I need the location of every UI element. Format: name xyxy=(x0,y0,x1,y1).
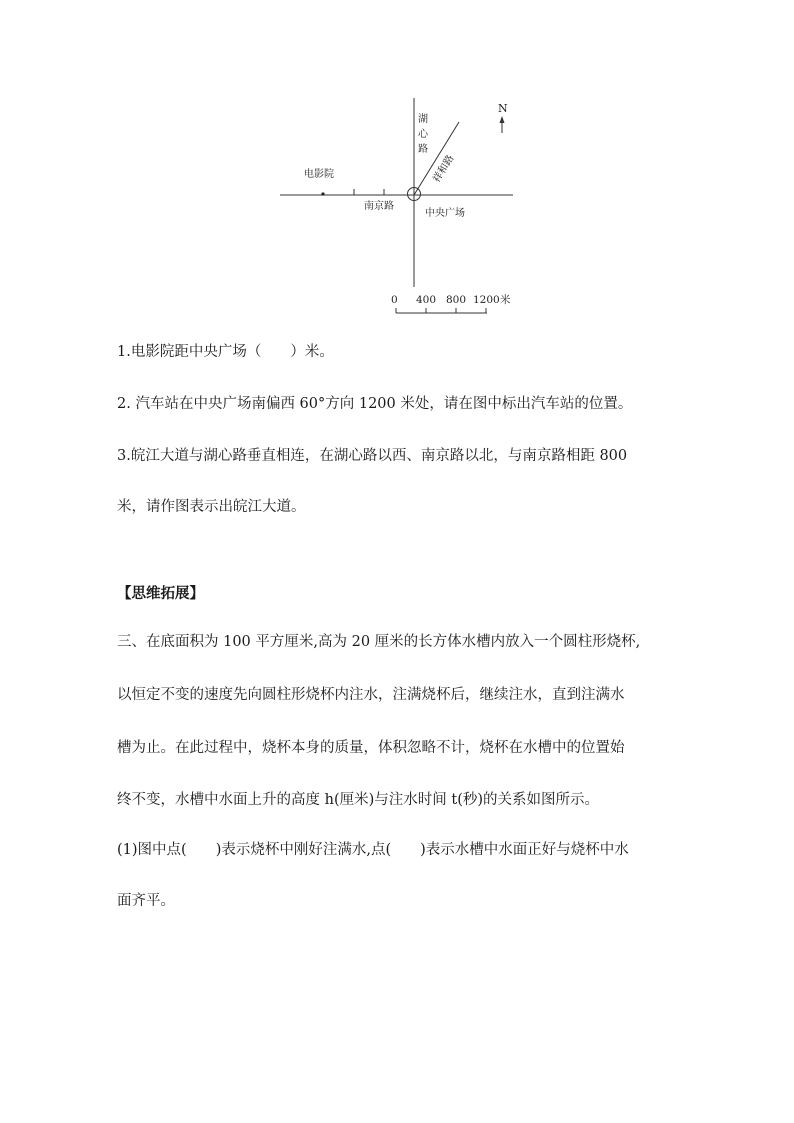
question-2: 2. 汽车站在中央广场南偏西 60°方向 1200 米处，请在图中标出汽车站的位置。 xyxy=(117,396,633,412)
extension-line-5: (1)图中点( )表示烧杯中刚好注满水,点( )表示水槽中水面正好与烧杯中水 xyxy=(117,842,629,858)
question-3-line-2: 米，请作图表示出皖江大道。 xyxy=(117,499,306,515)
scale-label-800: 800 xyxy=(446,294,467,306)
extension-heading: 【思维拓展】 xyxy=(117,585,204,602)
map-diagram xyxy=(270,95,530,320)
scale-label-0: 0 xyxy=(391,294,398,306)
extension-line-2: 以恒定不变的速度先向圆柱形烧杯内注水，注满烧杯后，继续注水，直到注满水 xyxy=(117,687,625,703)
north-label: N xyxy=(498,102,508,115)
scale-unit: 米 xyxy=(500,294,511,306)
question-3-line-1: 3.皖江大道与湖心路垂直相连，在湖心路以西、南京路以北，与南京路相距 800 xyxy=(117,448,628,464)
north-arrowhead-icon xyxy=(500,116,505,123)
huxin-road-label-3: 路 xyxy=(418,144,428,155)
scale-label-1200: 1200 xyxy=(473,294,500,306)
xianghe-road-label: 祥和路 xyxy=(431,153,457,185)
extension-line-3: 槽为止。在此过程中，烧杯本身的质量，体积忽略不计，烧杯在水槽中的位置始 xyxy=(117,740,625,756)
nanjing-road-label: 南京路 xyxy=(364,201,394,212)
central-square-label: 中央广场 xyxy=(425,208,465,219)
extension-line-1: 三、在底面积为 100 平方厘米,高为 20 厘米的长方体水槽内放入一个圆柱形烧杯, xyxy=(117,634,641,650)
scale-label-400: 400 xyxy=(416,294,437,306)
cinema-marker xyxy=(321,192,324,195)
extension-line-6: 面齐平。 xyxy=(117,893,175,909)
huxin-road-label-1: 湖 xyxy=(418,114,428,125)
cinema-label: 电影院 xyxy=(304,169,334,180)
huxin-road-label-2: 心 xyxy=(418,129,428,140)
question-1: 1.电影院距中央广场（ ）米。 xyxy=(117,344,334,360)
extension-line-4: 终不变，水槽中水面上升的高度 h(厘米)与注水时间 t(秒)的关系如图所示。 xyxy=(117,792,600,808)
